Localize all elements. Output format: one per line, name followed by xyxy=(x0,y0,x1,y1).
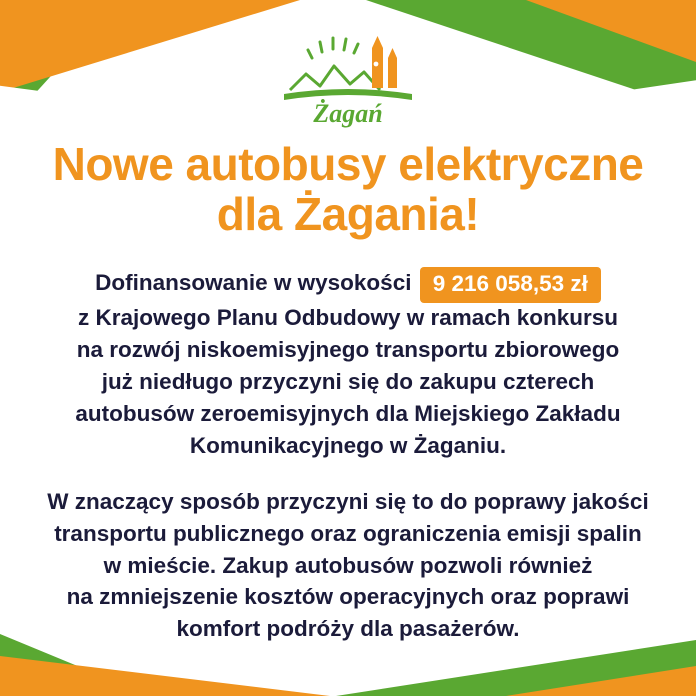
funding-lead-text: Dofinansowanie w wysokości xyxy=(95,270,412,295)
zagan-logo-graphic xyxy=(268,24,428,128)
impact-line-2: transportu publicznego oraz ograniczenia emisji spalin xyxy=(54,520,642,546)
impact-line-1: W znaczący sposób przyczyni się to do poprawy jakości xyxy=(47,488,649,514)
impact-line-5: komfort podróży dla pasażerów. xyxy=(176,616,520,642)
body-copy xyxy=(18,266,678,645)
funding-line-1 xyxy=(18,266,678,302)
funding-line-4: już niedługo przyczyni się do zakupu czterech xyxy=(101,368,595,394)
funding-line-2: z Krajowego Planu Odbudowy w ramach konkursu xyxy=(77,304,619,330)
paragraph-funding xyxy=(18,266,678,462)
bottom-orange-left-shape xyxy=(0,656,330,696)
headline-line-2: dla Żagania! xyxy=(216,187,480,240)
impact-line-4: na zmniejszenie kosztów operacyjnych oraz poprawi xyxy=(66,584,630,610)
funding-line-6: Komunikacyjnego w Żaganiu. xyxy=(189,432,507,458)
impact-line-3: w mieście. Zakup autobusów pozwoli również xyxy=(103,552,593,578)
bottom-decorative-band xyxy=(0,634,696,696)
band-orange-left-shape xyxy=(0,0,300,92)
bottom-orange-right-shape xyxy=(506,666,696,696)
headline-line-1: Nowe autobusy elektryczne xyxy=(52,138,644,190)
band-orange-right-shape xyxy=(526,0,696,62)
funding-amount-badge: 9 216 058,53 zł xyxy=(420,267,601,303)
funding-line-5: autobusów zeroemisyjnych dla Miejskiego Zakładu xyxy=(75,400,621,426)
zagan-town-logo xyxy=(268,24,428,128)
logo-wordmark: Żagań xyxy=(313,99,383,128)
funding-line-3: na rozwój niskoemisyjnego transportu zbiorowego xyxy=(76,336,620,362)
page-title xyxy=(0,140,696,239)
paragraph-impact xyxy=(18,486,678,646)
